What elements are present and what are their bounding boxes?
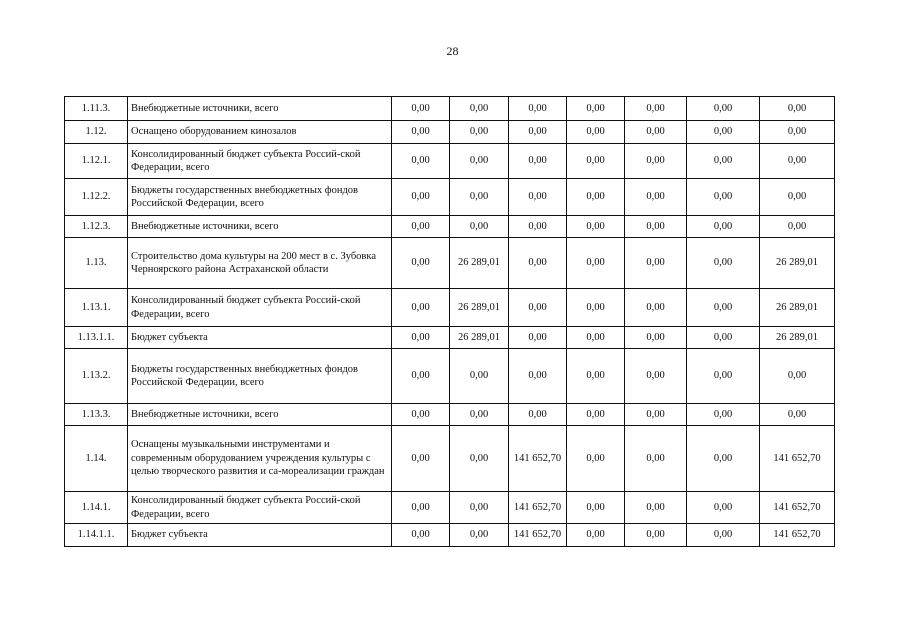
value-cell: 0,00 (450, 144, 509, 179)
row-description: Консолидированный бюджет субъекта Россий-ской Федерации, всего (128, 492, 392, 524)
row-description: Оснащено оборудованием кинозалов (128, 121, 392, 144)
value-cell: 0,00 (567, 238, 625, 289)
value-cell: 0,00 (687, 216, 760, 238)
row-number: 1.11.3. (65, 97, 128, 121)
value-cell: 0,00 (509, 349, 567, 404)
value-cell: 0,00 (509, 97, 567, 121)
row-number: 1.14.1.1. (65, 524, 128, 547)
table-row (65, 524, 835, 547)
value-cell: 0,00 (450, 404, 509, 426)
value-cell: 26 289,01 (450, 238, 509, 289)
value-cell: 0,00 (625, 327, 687, 349)
value-cell: 141 652,70 (509, 426, 567, 492)
value-cell: 0,00 (625, 524, 687, 547)
value-cell: 0,00 (625, 144, 687, 179)
value-cell: 0,00 (392, 121, 450, 144)
budget-table (64, 96, 835, 547)
value-cell: 0,00 (760, 144, 835, 179)
value-cell: 0,00 (687, 179, 760, 216)
value-cell: 0,00 (760, 216, 835, 238)
row-number: 1.13.2. (65, 349, 128, 404)
value-cell: 0,00 (392, 144, 450, 179)
row-description: Консолидированный бюджет субъекта Россий-ской Федерации, всего (128, 289, 392, 327)
table-row (65, 216, 835, 238)
table-row (65, 404, 835, 426)
value-cell: 0,00 (567, 289, 625, 327)
value-cell: 0,00 (625, 349, 687, 404)
row-number: 1.14. (65, 426, 128, 492)
value-cell: 0,00 (392, 426, 450, 492)
budget-table-body (65, 97, 835, 547)
table-row (65, 179, 835, 216)
row-description: Внебюджетные источники, всего (128, 97, 392, 121)
value-cell: 0,00 (392, 179, 450, 216)
value-cell: 0,00 (567, 492, 625, 524)
value-cell: 0,00 (687, 97, 760, 121)
value-cell: 0,00 (567, 97, 625, 121)
value-cell: 0,00 (760, 404, 835, 426)
value-cell: 0,00 (625, 426, 687, 492)
value-cell: 0,00 (392, 97, 450, 121)
row-description: Внебюджетные источники, всего (128, 216, 392, 238)
value-cell: 0,00 (625, 121, 687, 144)
row-number: 1.13.3. (65, 404, 128, 426)
value-cell: 26 289,01 (760, 289, 835, 327)
page-number: 28 (446, 44, 459, 58)
row-description: Строительство дома культуры на 200 мест в с. Зубовка Черноярского района Астраханской области (128, 238, 392, 289)
value-cell: 0,00 (392, 524, 450, 547)
row-number: 1.13.1. (65, 289, 128, 327)
value-cell: 0,00 (567, 144, 625, 179)
value-cell: 141 652,70 (509, 492, 567, 524)
value-cell: 0,00 (450, 216, 509, 238)
row-number: 1.13. (65, 238, 128, 289)
table-row (65, 426, 835, 492)
row-description: Бюджеты государственных внебюджетных фондов Российской Федерации, всего (128, 179, 392, 216)
value-cell: 0,00 (687, 524, 760, 547)
value-cell: 0,00 (392, 327, 450, 349)
value-cell: 0,00 (625, 216, 687, 238)
value-cell: 141 652,70 (760, 426, 835, 492)
value-cell: 0,00 (392, 216, 450, 238)
value-cell: 26 289,01 (450, 327, 509, 349)
value-cell: 0,00 (760, 121, 835, 144)
value-cell: 0,00 (509, 404, 567, 426)
row-number: 1.12. (65, 121, 128, 144)
value-cell: 0,00 (625, 289, 687, 327)
value-cell: 0,00 (450, 492, 509, 524)
value-cell: 0,00 (450, 426, 509, 492)
row-number: 1.12.3. (65, 216, 128, 238)
value-cell: 0,00 (509, 144, 567, 179)
value-cell: 0,00 (687, 426, 760, 492)
value-cell: 26 289,01 (450, 289, 509, 327)
value-cell: 0,00 (509, 121, 567, 144)
value-cell: 0,00 (450, 349, 509, 404)
value-cell: 0,00 (567, 179, 625, 216)
value-cell: 0,00 (567, 524, 625, 547)
value-cell: 0,00 (450, 179, 509, 216)
value-cell: 26 289,01 (760, 238, 835, 289)
row-number: 1.14.1. (65, 492, 128, 524)
row-description: Оснащены музыкальными инструментами и современным оборудованием учреждения культуры с целью творческого развития и са-мореализации граждан (128, 426, 392, 492)
value-cell: 0,00 (567, 349, 625, 404)
value-cell: 141 652,70 (760, 492, 835, 524)
table-row (65, 349, 835, 404)
value-cell: 0,00 (567, 426, 625, 492)
value-cell: 0,00 (760, 349, 835, 404)
value-cell: 0,00 (450, 121, 509, 144)
value-cell: 0,00 (625, 238, 687, 289)
table-row (65, 327, 835, 349)
table-row (65, 238, 835, 289)
value-cell: 0,00 (392, 492, 450, 524)
value-cell: 0,00 (567, 121, 625, 144)
value-cell: 0,00 (625, 97, 687, 121)
value-cell: 0,00 (760, 179, 835, 216)
value-cell: 0,00 (509, 238, 567, 289)
table-row (65, 97, 835, 121)
value-cell: 0,00 (625, 179, 687, 216)
row-number: 1.13.1.1. (65, 327, 128, 349)
value-cell: 0,00 (567, 327, 625, 349)
row-number: 1.12.2. (65, 179, 128, 216)
value-cell: 0,00 (687, 404, 760, 426)
value-cell: 0,00 (392, 349, 450, 404)
value-cell: 0,00 (509, 179, 567, 216)
value-cell: 0,00 (450, 524, 509, 547)
value-cell: 0,00 (567, 216, 625, 238)
table-row (65, 121, 835, 144)
value-cell: 0,00 (392, 238, 450, 289)
row-description: Внебюджетные источники, всего (128, 404, 392, 426)
value-cell: 0,00 (687, 289, 760, 327)
value-cell: 0,00 (509, 289, 567, 327)
row-description: Консолидированный бюджет субъекта Россий-ской Федерации, всего (128, 144, 392, 179)
value-cell: 0,00 (392, 289, 450, 327)
value-cell: 141 652,70 (509, 524, 567, 547)
row-description: Бюджет субъекта (128, 524, 392, 547)
value-cell: 0,00 (760, 97, 835, 121)
value-cell: 141 652,70 (760, 524, 835, 547)
value-cell: 0,00 (687, 121, 760, 144)
table-row (65, 144, 835, 179)
row-description: Бюджет субъекта (128, 327, 392, 349)
value-cell: 0,00 (687, 349, 760, 404)
value-cell: 0,00 (625, 492, 687, 524)
table-row (65, 289, 835, 327)
value-cell: 0,00 (509, 216, 567, 238)
value-cell: 0,00 (625, 404, 687, 426)
value-cell: 0,00 (392, 404, 450, 426)
value-cell: 0,00 (450, 97, 509, 121)
value-cell: 0,00 (509, 327, 567, 349)
value-cell: 0,00 (687, 327, 760, 349)
table-row (65, 492, 835, 524)
value-cell: 0,00 (687, 144, 760, 179)
value-cell: 0,00 (687, 492, 760, 524)
value-cell: 0,00 (687, 238, 760, 289)
value-cell: 0,00 (567, 404, 625, 426)
row-description: Бюджеты государственных внебюджетных фондов Российской Федерации, всего (128, 349, 392, 404)
row-number: 1.12.1. (65, 144, 128, 179)
value-cell: 26 289,01 (760, 327, 835, 349)
